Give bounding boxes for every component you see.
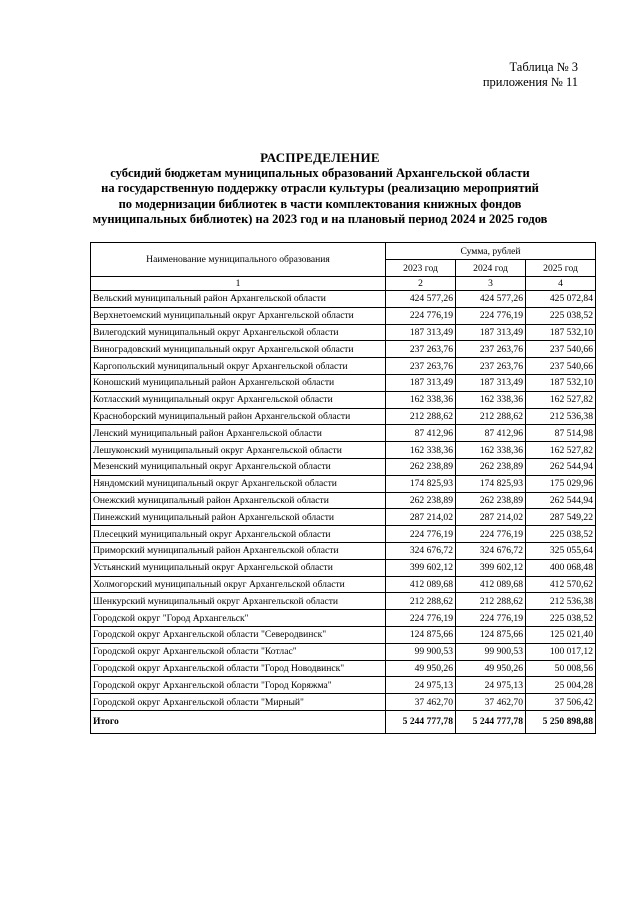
amount-2025: 225 038,52 [526, 307, 596, 324]
amount-2024: 424 577,26 [456, 291, 526, 308]
title-line-3: на государственную поддержку отрасли культуры (реализацию мероприятий [101, 181, 539, 195]
amount-2025: 212 536,38 [526, 593, 596, 610]
title-line-2: субсидий бюджетам муниципальных образований Архангельской области [110, 165, 530, 180]
amount-2025: 162 527,82 [526, 391, 596, 408]
table-number: Таблица № 3 [509, 60, 578, 74]
table-row [91, 576, 596, 593]
amount-2025: 37 506,42 [526, 694, 596, 711]
table-row [91, 559, 596, 576]
amount-2024: 212 288,62 [456, 408, 526, 425]
amount-2025: 325 055,64 [526, 542, 596, 559]
table-row [91, 425, 596, 442]
table-row [91, 593, 596, 610]
amount-2024: 324 676,72 [456, 542, 526, 559]
total-row [91, 710, 596, 733]
amount-2023: 162 338,36 [386, 391, 456, 408]
column-header-2023: 2023 год [386, 260, 456, 277]
amount-2025: 287 549,22 [526, 509, 596, 526]
table-row [91, 643, 596, 660]
municipality-name: Вилегодский муниципальный округ Архангельской области [91, 324, 386, 341]
amount-2023: 262 238,89 [386, 458, 456, 475]
amount-2025: 400 068,48 [526, 559, 596, 576]
municipality-name: Плесецкий муниципальный округ Архангельской области [91, 526, 386, 543]
municipality-name: Вельский муниципальный район Архангельской области [91, 291, 386, 308]
amount-2023: 37 462,70 [386, 694, 456, 711]
amount-2025: 125 021,40 [526, 626, 596, 643]
amount-2025: 412 570,62 [526, 576, 596, 593]
amount-2025: 187 532,10 [526, 324, 596, 341]
table-row [91, 492, 596, 509]
municipality-name: Онежский муниципальный район Архангельской области [91, 492, 386, 509]
title-line-5: муниципальных библиотек) на 2023 год и на плановый период 2024 и 2025 годов [92, 212, 548, 226]
table-row [91, 291, 596, 308]
amount-2024: 162 338,36 [456, 391, 526, 408]
amount-2024: 287 214,02 [456, 509, 526, 526]
municipality-name: Красноборский муниципальный район Архангельской области [91, 408, 386, 425]
amount-2023: 99 900,53 [386, 643, 456, 660]
amount-2025: 212 536,38 [526, 408, 596, 425]
amount-2024: 174 825,93 [456, 475, 526, 492]
amount-2023: 412 089,68 [386, 576, 456, 593]
amount-2024: 162 338,36 [456, 442, 526, 459]
amount-2023: 174 825,93 [386, 475, 456, 492]
amount-2025: 262 544,94 [526, 458, 596, 475]
amount-2023: 187 313,49 [386, 374, 456, 391]
amount-2024: 224 776,19 [456, 307, 526, 324]
amount-2024: 399 602,12 [456, 559, 526, 576]
table-body [91, 291, 596, 734]
amount-2023: 87 412,96 [386, 425, 456, 442]
table-row [91, 542, 596, 559]
amount-2023: 237 263,76 [386, 358, 456, 375]
table-header-row [91, 243, 596, 260]
table-row [91, 526, 596, 543]
municipality-name: Городской округ "Город Архангельск" [91, 610, 386, 627]
amount-2023: 224 776,19 [386, 610, 456, 627]
amount-2024: 24 975,13 [456, 677, 526, 694]
table-row [91, 610, 596, 627]
amount-2025: 262 544,94 [526, 492, 596, 509]
amount-2023: 187 313,49 [386, 324, 456, 341]
amount-2023: 224 776,19 [386, 526, 456, 543]
table-row [91, 509, 596, 526]
amount-2023: 124 875,66 [386, 626, 456, 643]
amount-2024: 49 950,26 [456, 660, 526, 677]
municipality-name: Коношский муниципальный район Архангельской области [91, 374, 386, 391]
amount-2024: 87 412,96 [456, 425, 526, 442]
amount-2025: 225 038,52 [526, 526, 596, 543]
amount-2023: 24 975,13 [386, 677, 456, 694]
amount-2023: 287 214,02 [386, 509, 456, 526]
amount-2025: 425 072,84 [526, 291, 596, 308]
municipality-name: Пинежский муниципальный район Архангельской области [91, 509, 386, 526]
column-index-3: 3 [456, 277, 526, 291]
amount-2024: 224 776,19 [456, 526, 526, 543]
table-index-row [91, 277, 596, 291]
amount-2025: 25 004,28 [526, 677, 596, 694]
amount-2024: 37 462,70 [456, 694, 526, 711]
municipality-name: Лешуконский муниципальный округ Архангельской области [91, 442, 386, 459]
table-row [91, 341, 596, 358]
amount-2023: 324 676,72 [386, 542, 456, 559]
table-row [91, 626, 596, 643]
table-row [91, 660, 596, 677]
municipality-name: Городской округ Архангельской области "Мирный" [91, 694, 386, 711]
municipality-name: Верхнетоемский муниципальный округ Архангельской области [91, 307, 386, 324]
appendix-number: приложения № 11 [482, 75, 578, 89]
municipality-name: Приморский муниципальный район Архангельской области [91, 542, 386, 559]
title-line-4: по модернизации библиотек в части комплектования книжных фондов [118, 196, 522, 211]
table-row [91, 374, 596, 391]
municipality-name: Городской округ Архангельской области "Северодвинск" [91, 626, 386, 643]
table-row [91, 324, 596, 341]
column-index-1: 1 [91, 277, 386, 291]
total-label: Итого [91, 710, 386, 733]
table-row [91, 694, 596, 711]
amount-2025: 187 532,10 [526, 374, 596, 391]
amount-2024: 212 288,62 [456, 593, 526, 610]
table-row [91, 307, 596, 324]
table-row [91, 442, 596, 459]
municipality-name: Устьянский муниципальный округ Архангельской области [91, 559, 386, 576]
amount-2024: 262 238,89 [456, 492, 526, 509]
municipality-name: Городской округ Архангельской области "Город Новодвинск" [91, 660, 386, 677]
amount-2024: 124 875,66 [456, 626, 526, 643]
column-header-2024: 2024 год [456, 260, 526, 277]
column-index-2: 2 [386, 277, 456, 291]
table-row [91, 391, 596, 408]
amount-2025: 237 540,66 [526, 341, 596, 358]
amount-2023: 212 288,62 [386, 593, 456, 610]
municipality-name: Шенкурский муниципальный округ Архангельской области [91, 593, 386, 610]
amount-2023: 49 950,26 [386, 660, 456, 677]
amount-2023: 424 577,26 [386, 291, 456, 308]
amount-2023: 162 338,36 [386, 442, 456, 459]
amount-2023: 212 288,62 [386, 408, 456, 425]
amount-2024: 412 089,68 [456, 576, 526, 593]
amount-2023: 224 776,19 [386, 307, 456, 324]
amount-2024: 237 263,76 [456, 358, 526, 375]
column-header-2025: 2025 год [526, 260, 596, 277]
table-row [91, 408, 596, 425]
total-2024: 5 244 777,78 [456, 710, 526, 733]
title-heading: РАСПРЕДЕЛЕНИЕ [260, 150, 380, 165]
total-2025: 5 250 898,88 [526, 710, 596, 733]
municipality-name: Котласский муниципальный округ Архангельской области [91, 391, 386, 408]
column-index-4: 4 [526, 277, 596, 291]
distribution-table [90, 242, 596, 734]
amount-2024: 237 263,76 [456, 341, 526, 358]
table-row [91, 458, 596, 475]
amount-2024: 99 900,53 [456, 643, 526, 660]
column-header-sum: Сумма, рублей [386, 243, 596, 260]
amount-2025: 225 038,52 [526, 610, 596, 627]
municipality-name: Каргопольский муниципальный округ Архангельской области [91, 358, 386, 375]
municipality-name: Мезенский муниципальный округ Архангельской области [91, 458, 386, 475]
amount-2023: 262 238,89 [386, 492, 456, 509]
amount-2025: 237 540,66 [526, 358, 596, 375]
table-row [91, 475, 596, 492]
table-row [91, 677, 596, 694]
amount-2025: 50 008,56 [526, 660, 596, 677]
document-title [40, 150, 600, 228]
amount-2024: 187 313,49 [456, 374, 526, 391]
municipality-name: Холмогорский муниципальный округ Архангельской области [91, 576, 386, 593]
municipality-name: Ленский муниципальный район Архангельской области [91, 425, 386, 442]
amount-2023: 399 602,12 [386, 559, 456, 576]
municipality-name: Няндомский муниципальный округ Архангельской области [91, 475, 386, 492]
amount-2024: 187 313,49 [456, 324, 526, 341]
amount-2025: 87 514,98 [526, 425, 596, 442]
amount-2025: 100 017,12 [526, 643, 596, 660]
total-2023: 5 244 777,78 [386, 710, 456, 733]
municipality-name: Виноградовский муниципальный округ Архангельской области [91, 341, 386, 358]
municipality-name: Городской округ Архангельской области "Город Коряжма" [91, 677, 386, 694]
amount-2025: 175 029,96 [526, 475, 596, 492]
table-row [91, 358, 596, 375]
amount-2024: 262 238,89 [456, 458, 526, 475]
amount-2024: 224 776,19 [456, 610, 526, 627]
amount-2023: 237 263,76 [386, 341, 456, 358]
municipality-name: Городской округ Архангельской области "Котлас" [91, 643, 386, 660]
column-header-name: Наименование муниципального образования [91, 243, 386, 277]
amount-2025: 162 527,82 [526, 442, 596, 459]
table-reference [483, 60, 578, 90]
